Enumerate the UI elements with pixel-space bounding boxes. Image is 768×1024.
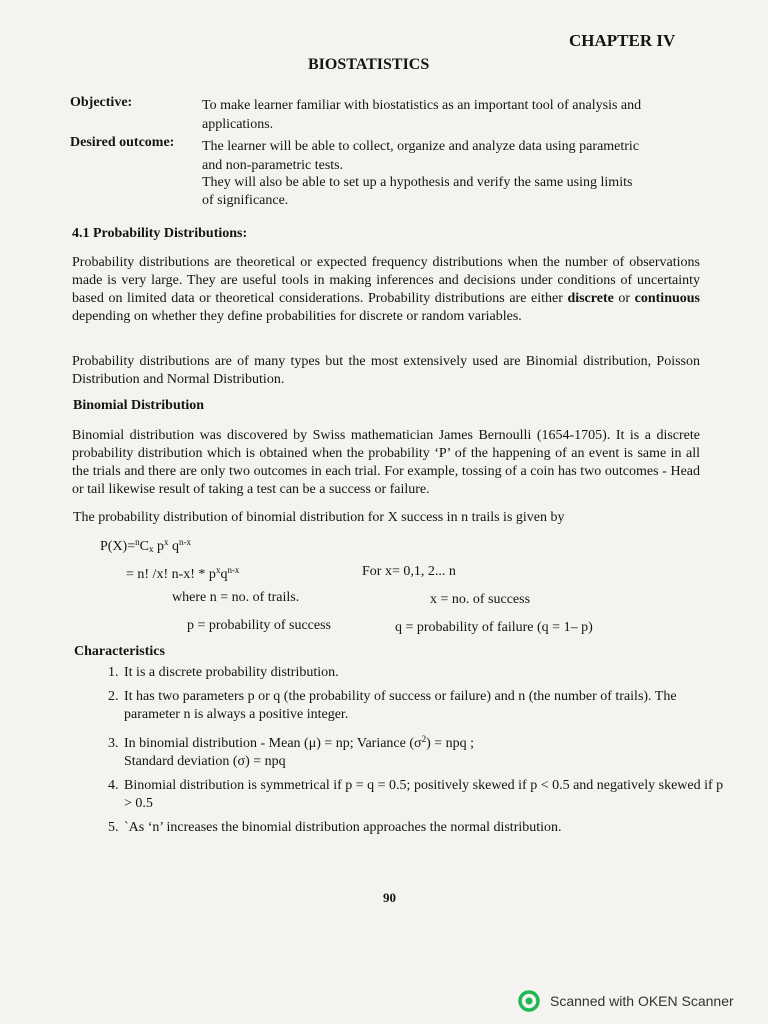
formula-sup-n: n [135,537,140,547]
characteristics-heading: Characteristics [74,644,165,659]
list-item: 1. It is a discrete probability distribution. [122,664,734,682]
formula-c: C [139,539,149,554]
outcome-line-1: The learner will be able to collect, organize and analyze data using parametric [202,139,640,154]
characteristics-list [96,664,734,843]
where-n-def: where n = no. of trails. [172,590,300,605]
para1-text-a: Probability distributions are theoretical or expected frequency distributions when the number of observations made is very large. They are useful tools in making inferences and decisions under conditions of uncertainty based on limited data or theoretical considerations. Probability distributions are either [72,255,700,306]
objective-line-1: To make learner familiar with biostatistics as an important tool of analysis and [202,98,642,113]
q-def: q = probability of failure (q = 1– p) [395,620,593,635]
objective-label: Objective: [70,95,133,110]
page-title: BIOSTATISTICS [308,56,430,73]
objective-line-2: applications. [202,117,274,132]
page-number: 90 [383,890,396,905]
para1-or: or [613,291,635,306]
scanner-watermark [518,990,734,1012]
for-x-range: For x= 0,1, 2... n [362,564,456,579]
item3-npq: ) = npq ; [426,736,475,751]
formula-px: P(X)= [100,539,136,554]
outcome-line-4: of significance. [202,193,289,208]
formula2-sup-nx: n-x [227,565,240,575]
formula-line-1 [100,537,191,555]
formula-sub-x: x [148,544,154,554]
list-item: 5. `As ‘n’ increases the binomial distribution approaches the normal distribution. [122,819,734,837]
outcome-label: Desired outcome: [70,135,175,150]
formula2-q: q [220,567,228,582]
binomial-paragraph: Binomial distribution was discovered by Swiss mathematician James Bernoulli (1654-1705). It is a discrete probability distribution which is obtained when the probability ‘P’ of the happening of an event is same in all the trials and there are only two outcomes in each trial. For example, tossing of a coin has two outcomes - Head or tail likewise result of taking a test can be a success or failure. [72,428,700,497]
item3-mean-variance: In binomial distribution - Mean (μ) = np; Variance (σ [124,736,422,751]
formula-intro: The probability distribution of binomial distribution for X success in n trails is given by [73,510,565,525]
section-heading: 4.1 Probability Distributions: [72,226,248,241]
formula2-a: = n! /x! n-x! * p [126,567,216,582]
scanner-logo-icon [518,990,540,1012]
p-def: p = probability of success [187,618,331,633]
formula-sup-x: x [163,537,169,547]
outcome-line-3: They will also be able to set up a hypothesis and verify the same using limits [202,175,633,190]
x-def: x = no. of success [430,592,531,607]
outcome-line-2: and non-parametric tests. [202,158,344,173]
scanner-text: Scanned with OKEN Scanner [550,993,734,1009]
formula-sup-nx: n-x [178,537,191,547]
list-item: 2. It has two parameters p or q (the probability of success or failure) and n (the number of trails). The parameter n is always a positive integer. [122,688,734,724]
probability-paragraph-1 [72,254,700,326]
formula2-sup-x: x [215,565,221,575]
list-item [122,730,734,771]
list-item: 4. Binomial distribution is symmetrical if p = q = 0.5; positively skewed if p < 0.5 and negatively skewed if p > 0.5 [122,777,734,813]
formula-p: p [153,539,164,554]
item3-sd: Standard deviation (σ) = npq [124,754,286,769]
chapter-label: CHAPTER IV [569,31,676,50]
para1-text-b: depending on whether they define probabilities for discrete or random variables. [72,309,522,324]
formula-q: q [168,539,179,554]
formula-line-2 [126,565,239,583]
binomial-heading: Binomial Distribution [73,398,205,413]
probability-paragraph-2: Probability distributions are of many types but the most extensively used are Binomial distribution, Poisson Distribution and Normal Distribution. [72,354,700,387]
para1-continuous: continuous [634,291,700,306]
para1-discrete: discrete [567,291,614,306]
item3-sup: 2 [421,734,427,744]
